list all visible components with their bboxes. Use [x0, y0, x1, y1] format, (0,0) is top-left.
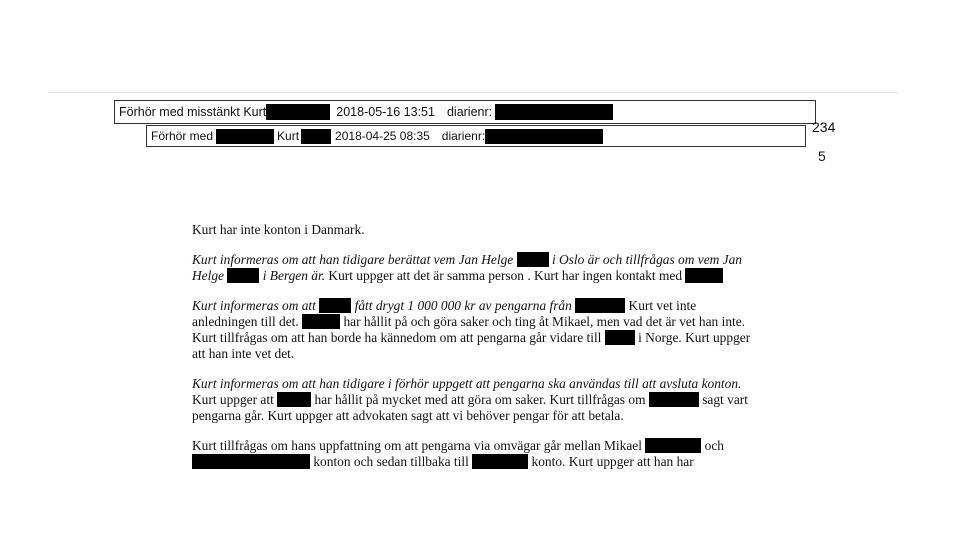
- header-diarie-label: diarienr:: [446, 105, 493, 119]
- redaction-block: [517, 252, 549, 267]
- paragraph-text: Kurt har inte konton i Danmark.: [192, 222, 365, 237]
- paragraph-text: i Bergen är.: [262, 268, 326, 283]
- paragraph-text: i Norge. Kurt uppger att han inte vet det.: [192, 330, 751, 361]
- redaction-block: [649, 392, 699, 407]
- page-edge: [48, 92, 898, 93]
- header-name: Kurt: [277, 129, 300, 143]
- redaction-block: [472, 454, 528, 469]
- paragraph-1: [192, 222, 762, 238]
- paragraph-text: och: [701, 438, 724, 453]
- redaction-block: [645, 438, 701, 453]
- redaction-block: [192, 454, 310, 469]
- paragraph-text: Kurt tillfrågas om hans uppfattning om att pengarna via omvägar går mellan Mikael: [192, 438, 642, 453]
- paragraph-text: Kurt informeras om att han tidigare berättat vem Jan Helge: [192, 252, 514, 267]
- redaction-block: [277, 392, 311, 407]
- paragraph-text: konton och sedan tillbaka till: [313, 454, 469, 469]
- header-datetime: 2018-05-16 13:51: [336, 105, 435, 119]
- redaction-block: [605, 330, 635, 345]
- interrogation-header-secondary: [146, 125, 806, 147]
- paragraph-text: Kurt vet inte anledningen till det.: [192, 298, 697, 329]
- redaction-block: [319, 298, 351, 313]
- header-datetime: 2018-04-25 08:35: [335, 129, 430, 143]
- paragraph-text: sagt vart pengarna går. Kurt uppger att advokaten sagt att vi behöver pengar för att betala.: [192, 392, 748, 423]
- paragraph-2: [192, 252, 762, 284]
- redaction-block: [301, 129, 331, 144]
- redaction-block: [485, 129, 603, 144]
- paragraph-text: konto. Kurt uppger att han har: [531, 454, 694, 469]
- header-prefix: Förhör med misstänkt Kurt: [119, 105, 267, 119]
- paragraph-text: Kurt informeras om att han tidigare i förhör uppgett att pengarna ska användas till att avsluta konton.: [192, 376, 742, 391]
- page-number-inner: 5: [818, 148, 826, 164]
- paragraph-text: har hållit på mycket med att göra om saker. Kurt tillfrågas om: [314, 392, 646, 407]
- paragraph-text: fått drygt 1 000 000 kr av pengarna från: [354, 298, 572, 313]
- paragraph-4: [192, 376, 762, 424]
- paragraph-text: har hållit på och göra saker och ting åt Mikael, men vad det är vet han inte. Kurt tillfrågas om att han borde ha kännedom om att pengarna går vidare till: [192, 314, 746, 345]
- redaction-block: [216, 129, 274, 144]
- redaction-block: [266, 104, 330, 120]
- header-prefix: Förhör med: [151, 129, 214, 143]
- redaction-block: [495, 104, 613, 120]
- page-number-outer: 234: [812, 119, 836, 135]
- paragraph-text: Kurt uppger att det är samma person . Kurt har ingen kontakt med: [325, 268, 683, 283]
- document-body: [192, 222, 762, 484]
- paragraph-text: i Oslo är och tillfrågas om vem Jan Helge: [192, 252, 742, 283]
- redaction-block: [302, 314, 340, 329]
- paragraph-5: [192, 438, 762, 470]
- redaction-block: [685, 268, 723, 283]
- interrogation-header-primary: [114, 100, 816, 124]
- header-diarie-label: diarienr:: [441, 129, 486, 143]
- paragraph-text: Kurt uppger att: [192, 392, 274, 407]
- redaction-block: [575, 298, 625, 313]
- paragraph-text: Kurt informeras om att: [192, 298, 316, 313]
- redaction-block: [227, 268, 259, 283]
- paragraph-3: [192, 298, 762, 362]
